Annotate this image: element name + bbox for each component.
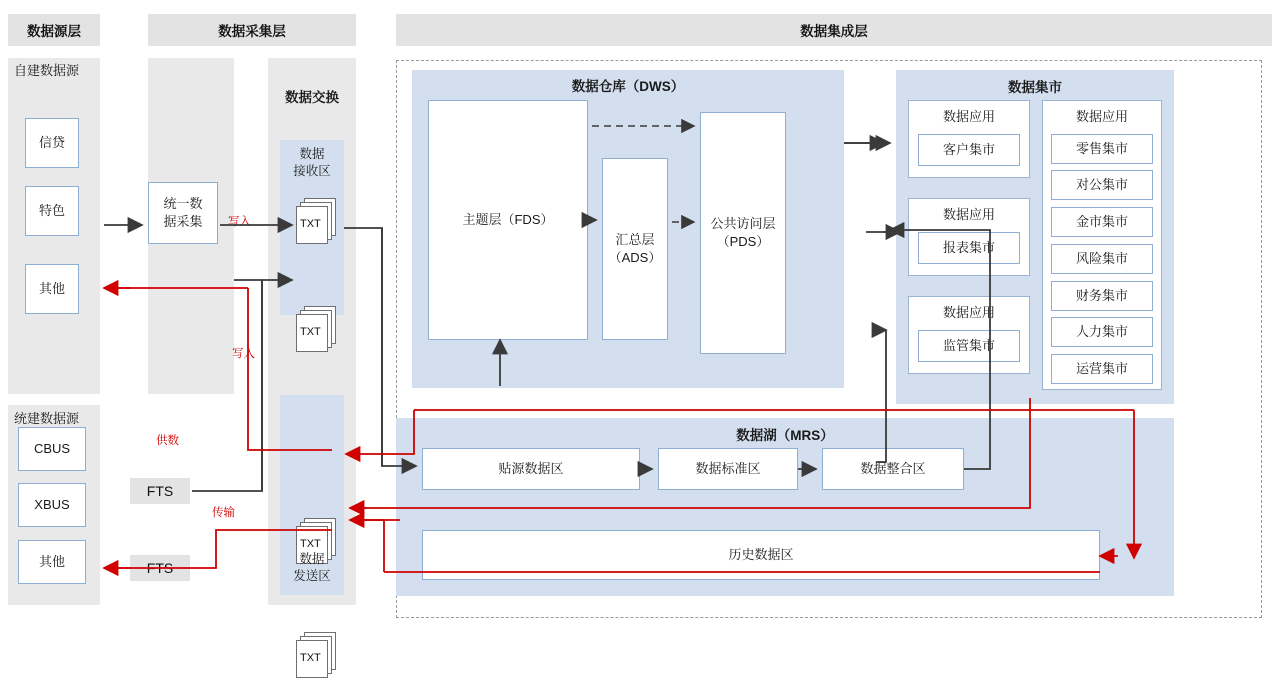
dws-pds-box[interactable]: [700, 112, 786, 354]
txt-file-label: TXT: [300, 218, 321, 230]
txt-file-label: TXT: [300, 326, 321, 338]
send-area-line2: 发送区: [293, 569, 331, 583]
unified-built-source-title-label: 统建数据源: [14, 411, 80, 427]
dws-ads-line1: 汇总层: [615, 232, 655, 248]
fts-top-box[interactable]: [130, 478, 190, 504]
mart-app-group-1-title-label: 数据应用: [942, 109, 995, 125]
source-item-feature-label: 特色: [38, 203, 65, 219]
mart-item-finance-label: 财务集市: [1075, 288, 1128, 304]
header-data-integration-layer-label: 数据集成层: [800, 24, 868, 39]
mart-item-supervision[interactable]: [918, 330, 1020, 362]
annotation-supply: [156, 432, 179, 448]
mart-item-supervision-label: 监管集市: [942, 338, 995, 354]
mart-item-operations-label: 运营集市: [1075, 361, 1128, 377]
header-data-integration-layer: [396, 14, 1272, 46]
lake-zone-integration[interactable]: [822, 448, 964, 490]
mart-app-group-1-title: [908, 104, 1030, 130]
annotation-write-in-1-label: 写入: [228, 216, 251, 228]
annotation-write-in-1: [228, 213, 251, 229]
mart-item-customer-label: 客户集市: [942, 142, 995, 158]
source-item-xbus-label: XBUS: [34, 497, 70, 513]
receive-area-line2: 接收区: [293, 164, 331, 178]
dws-fds-label: 主题层（FDS）: [462, 212, 554, 228]
source-item-other-2-label: 其他: [38, 554, 65, 570]
unified-collection-line1: 统一数: [163, 196, 203, 212]
mart-item-goldmarket-label: 金市集市: [1075, 214, 1128, 230]
mart-item-customer[interactable]: [918, 134, 1020, 166]
header-data-collection-layer: [148, 14, 356, 46]
fts-top-label: FTS: [146, 483, 174, 499]
header-data-source-layer-label: 数据源层: [27, 24, 81, 39]
annotation-write-in-2: [232, 345, 255, 361]
lake-zone-history[interactable]: [422, 530, 1100, 580]
mart-item-report[interactable]: [918, 232, 1020, 264]
lake-zone-history-label: 历史数据区: [728, 547, 794, 563]
fts-bottom-label: FTS: [146, 560, 174, 576]
annotation-write-in-2-label: 写入: [232, 348, 255, 360]
mart-item-corporate[interactable]: [1051, 170, 1153, 200]
receive-area-title: [280, 146, 344, 180]
source-item-cbus-label: CBUS: [33, 441, 71, 457]
annotation-supply-label: 供数: [156, 435, 179, 447]
data-lake-title-label: 数据湖（MRS）: [736, 428, 834, 443]
mart-item-retail-label: 零售集市: [1075, 141, 1128, 157]
data-lake-title: [396, 422, 1174, 446]
mart-item-report-label: 报表集市: [942, 240, 995, 256]
data-exchange-title: [268, 85, 356, 107]
mart-app-group-2-title-label: 数据应用: [942, 207, 995, 223]
send-area-title: [280, 551, 344, 585]
lake-zone-source-label: 贴源数据区: [498, 461, 564, 477]
mart-app-group-right-title: [1042, 104, 1162, 130]
dws-ads-box[interactable]: [602, 158, 668, 340]
mart-item-risk-label: 风险集市: [1075, 251, 1128, 267]
source-item-other-label: 其他: [38, 281, 65, 297]
mart-item-hr-label: 人力集市: [1075, 324, 1128, 340]
dws-pds-line2: （PDS）: [716, 234, 770, 249]
txt-file-receive-2[interactable]: [296, 306, 340, 350]
dws-title: [412, 72, 844, 98]
mart-app-group-3-title: [908, 300, 1030, 326]
lake-zone-standard-label: 数据标准区: [695, 461, 761, 477]
lake-zone-source[interactable]: [422, 448, 640, 490]
txt-file-label: TXT: [300, 652, 321, 664]
mart-app-group-2-title: [908, 202, 1030, 228]
lake-zone-standard[interactable]: [658, 448, 798, 490]
unified-collection-box[interactable]: [148, 182, 218, 244]
source-item-other-2[interactable]: [18, 540, 86, 584]
self-built-source-title-label: 自建数据源: [14, 63, 80, 79]
data-exchange-title-label: 数据交换: [285, 90, 339, 105]
header-data-source-layer: [8, 14, 100, 46]
txt-file-send-2[interactable]: [296, 632, 340, 676]
mart-item-hr[interactable]: [1051, 317, 1153, 347]
header-data-collection-layer-label: 数据采集层: [218, 24, 286, 39]
mart-app-group-3-title-label: 数据应用: [942, 305, 995, 321]
mart-item-operations[interactable]: [1051, 354, 1153, 384]
dws-title-label: 数据仓库（DWS）: [571, 79, 685, 94]
mart-item-corporate-label: 对公集市: [1075, 177, 1128, 193]
mart-app-group-right-title-label: 数据应用: [1075, 109, 1128, 125]
txt-file-receive-1[interactable]: [296, 198, 340, 242]
send-area-line1: 数据: [299, 552, 325, 567]
annotation-transfer: [212, 504, 235, 520]
self-built-source-title: [8, 60, 100, 82]
data-mart-title: [896, 74, 1174, 98]
receive-area-line1: 数据: [299, 147, 325, 162]
mart-item-retail[interactable]: [1051, 134, 1153, 164]
unified-collection-line2: 据采集: [163, 214, 203, 229]
txt-file-label: TXT: [300, 538, 321, 550]
data-mart-title-label: 数据集市: [1008, 80, 1062, 95]
mart-item-finance[interactable]: [1051, 281, 1153, 311]
source-item-other[interactable]: [25, 264, 79, 314]
source-item-feature[interactable]: [25, 186, 79, 236]
mart-item-risk[interactable]: [1051, 244, 1153, 274]
source-item-credit[interactable]: [25, 118, 79, 168]
source-item-credit-label: 信贷: [38, 135, 65, 151]
mart-item-goldmarket[interactable]: [1051, 207, 1153, 237]
lake-zone-integration-label: 数据整合区: [860, 461, 926, 477]
dws-pds-line1: 公共访问层: [710, 216, 776, 232]
source-item-cbus[interactable]: [18, 427, 86, 471]
dws-ads-line2: （ADS）: [608, 250, 662, 265]
source-item-xbus[interactable]: [18, 483, 86, 527]
fts-bottom-box[interactable]: [130, 555, 190, 581]
dws-fds-box[interactable]: [428, 100, 588, 340]
annotation-transfer-label: 传输: [212, 507, 235, 519]
